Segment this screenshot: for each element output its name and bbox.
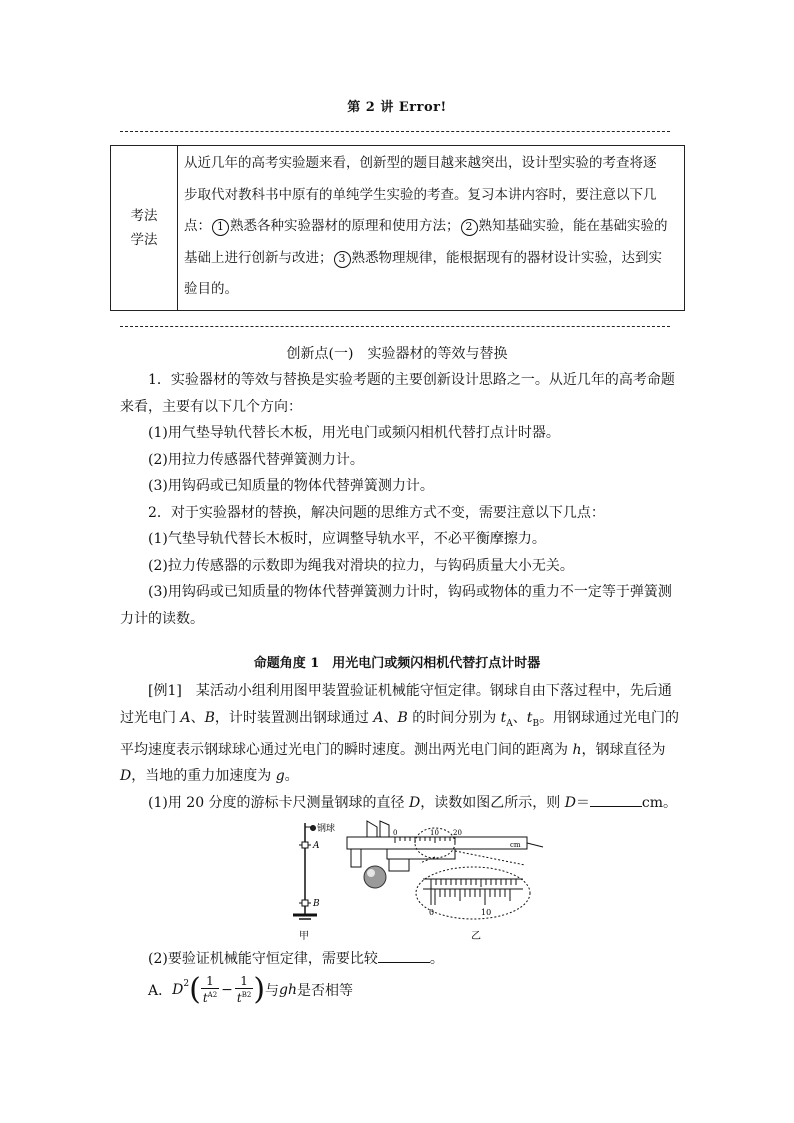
label-figure-jia: 甲 <box>299 931 309 942</box>
divider-bottom <box>120 326 670 327</box>
label-gate-a: A <box>313 841 320 851</box>
list-item: (2)拉力传感器的示数即为绳我对滑块的拉力，与钩码质量大小无关。 <box>148 557 574 574</box>
label-figure-yi: 乙 <box>471 931 481 942</box>
method-label-line2: 学法 <box>130 231 158 248</box>
list-item: (1)气垫导轨代替长木板时，应调整导轨水平，不必平衡摩擦力。 <box>148 531 546 547</box>
label-steel-ball: 钢球 <box>317 824 336 834</box>
zoom-tick-label: 0 <box>429 908 435 917</box>
method-label-line1: 考法 <box>130 207 158 224</box>
answer-blank[interactable] <box>590 794 642 807</box>
method-label <box>111 146 178 311</box>
subsection-title: 命题角度 1 用光电门或频闪相机代替打点计时器 <box>253 656 541 671</box>
main-tick-label: 10 <box>430 829 439 837</box>
method-line-2: 步取代对教科书中原有的单纯学生实验的考查。复习本讲内容时，要注意以下几 <box>184 186 657 203</box>
answer-blank[interactable] <box>378 950 430 963</box>
section-title: 创新点(一) 实验器材的等效与替换 <box>286 346 508 362</box>
question-2: (2)要验证机械能守恒定律，需要比较 。 <box>148 951 444 967</box>
example-paragraph: [例1] 某活动小组利用图甲装置验证机械能守恒定律。钢球自由下落过程中，先后通 过光电门 A、B，计时装置测出钢球通过 A、B 的时间分别为 $t_A$、$t_B$。用钢球通过光电门的 平均速度表示钢球球心通过光电门的瞬时速度。测出两光电门间的距离为 h，钢球直径为 D，当地的重力加速度为 g。 (1)用 20 分度的游标卡尺测量钢球的直径 D，读数如图乙所示，则 D＝ cm。 <box>120 678 680 816</box>
method-line-3: 点： 1 熟悉各种实验器材的原理和使用方法； 2 熟知基础实验，能在基础实验的 <box>184 218 668 234</box>
main-scale-unit: cm <box>510 841 521 849</box>
paragraph-2: 2．对于实验器材的替换，解决问题的思维方式不变，需要注意以下几点： <box>148 504 605 521</box>
circled-number-3: 3 <box>334 251 351 268</box>
list-item: (1)用气垫导轨代替长木板，用光电门或频闪相机代替打点计时器。 <box>148 425 560 441</box>
divider-top <box>120 131 670 132</box>
option-a[interactable]: A． D $^2$ ( 1 $t^{A2}$ − $\frac{1}{t^{B2}}$ ) 与 gh 是否相等 <box>148 972 354 1007</box>
page-title: 第 2 讲 Error! <box>347 100 447 115</box>
method-line-4: 基础上进行创新与改进； 3 熟悉物理规律，能根据现有的器材设计实验，达到实 <box>184 249 662 266</box>
paragraph-1: 1．实验器材的等效与替换是实验考题的主要创新设计思路之一。从近几年的高考命题 来看，主要有以下几个方向： (1)用气垫导轨代替长木板，用光电门或频闪相机代替打点计时器。 (2)用拉力传感器代替弹簧测力计。 (3)用钩码或已知质量的物体代替弹簧测力计。 2．对于实验器材的替换，解决问题的思维方式不变，需要注意以下几点： (1)气垫导轨代替长木板时，应调整导轨水平，不必平衡摩擦力。 (2)拉力传感器的示数即为绳我对滑块的拉力，与钩码质量大小无关。 (3)用钩码或已知质量的物体代替弹簧测力计时，钩码或物体的重力不一定等于弹簧测 力计的读数。 <box>120 367 680 632</box>
main-tick-label: 0 <box>393 829 398 837</box>
method-line-1: 从近几年的高考实验题来看，创新型的题目越来越突出，设计型实验的考查将逐 <box>184 155 657 171</box>
fraction: 1 $t^{A2}$ <box>202 974 218 1005</box>
circled-number-1: 1 <box>212 219 229 236</box>
list-item: (2)用拉力传感器代替弹簧测力计。 <box>148 451 364 468</box>
main-tick-label: 20 <box>453 829 462 837</box>
steel-ball <box>364 866 386 888</box>
method-text <box>178 146 685 311</box>
label-gate-b: B <box>313 899 320 909</box>
list-item: (3)用钩码或已知质量的物体代替弹簧测力计。 <box>148 478 434 494</box>
method-box <box>110 145 685 311</box>
experiment-figure <box>285 815 545 945</box>
zoom-tick-label: 10 <box>481 908 492 917</box>
method-line-5: 验目的。 <box>184 281 238 297</box>
list-item: (3)用钩码或已知质量的物体代替弹簧测力计时，钩码或物体的重力不一定等于弹簧测 <box>148 584 672 600</box>
circled-number-2: 2 <box>461 219 478 236</box>
fraction: $\frac{1}{t^{B2}}$ <box>236 974 252 1005</box>
question-1: (1)用 20 分度的游标卡尺测量钢球的直径 D，读数如图乙所示，则 D＝ cm。 <box>148 794 678 811</box>
